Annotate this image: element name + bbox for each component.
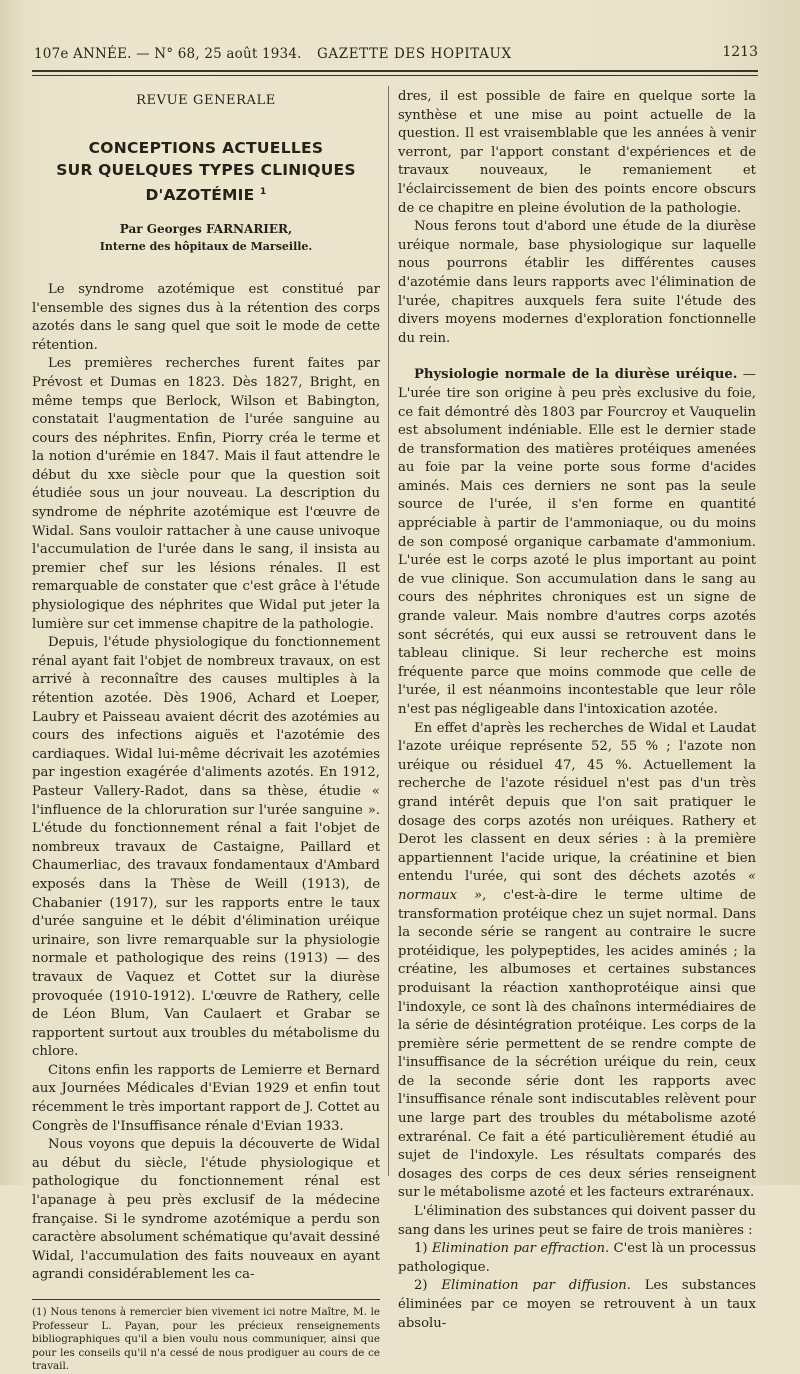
right-column (398, 88, 756, 1333)
left-column (32, 88, 380, 1374)
article-title-line2-text: SUR QUELQUES TYPES CLINIQUES D'AZOTÉMIE (56, 160, 356, 204)
affiliation: Interne des hôpitaux de Marseille. (99, 240, 313, 254)
header-rule-thick (32, 70, 758, 72)
paragraph: Depuis, l'étude physiologique du fonctionnement rénal ayant fait l'objet de nombreux travaux, on est arrivé à reconnaître des causes multiples à la rétention azotée. Dès 1906, Achard et Loeper, Laubry et Paisseau avaient décrit des azotémies au cours des infections aiguës et l'azotémie des cardiaques. Widal lui-même décrivait les azotémies par ingestion exagérée d'aliments azotés. En 1912, Pasteur Vallery-Radot, dans sa thèse, étudie « l'influence de la chloruration sur l'urée sanguine ». L'étude du fonctionnement rénal a fait l'objet de nombreux travaux de Castaigne, Paillard et Chaumerliac, des travaux fondamentaux d'Ambard exposés dans la Thèse de Weill (1913), de Chabanier (1917), sur les rapports entre le taux d'urée sanguine et le débit d'élimination uréique urinaire, son livre remarquable sur la physiologie normale et pathologique des reins (1913) — des travaux de Vaquez et Cottet sur la diurèse provoquée (1910-1912). L'œuvre de Rathery, celle de Léon Blum, Van Caulaert et Grabar se rapportent surtout aux troubles du métabolisme du chlore. (32, 635, 380, 1060)
paragraph: Nous voyons que depuis la découverte de Widal au début du siècle, l'étude physiologique et pathologique du fonctionnement rénal est l'apanage à peu près exclusif de la médecine française. Si le syndrome azotémique a perdu son caractère absolument schématique qu'avait dessiné Widal, l'accumulation des faits nouveaux en ayant agrandi considérablement les ca- (32, 1137, 380, 1283)
paragraph: Nous ferons tout d'abord une étude de la diurèse uréique normale, base physiologique sur laquelle nous pourrons établir les différentes causes d'azotémie dans leurs rapports avec l'élimination de l'urée, chapitres auxquels fera suite l'étude des divers moyens modernes d'exploration fonctionnelle du rein. (398, 219, 756, 346)
paragraph-text: — L'urée tire son origine à peu près exclusive du foie, ce fait démontré dès 1803 par Fourcroy et Vauquelin est absolument indéniable. Elle est le dernier stade de transformation des matières protéiques amenées au foie par la veine porte sous forme d'acides aminés. Mais ces derniers ne sont pas la seule source de l'urée, il s'en forme en quantité appréciable à partir de l'ammoniaque, ou du moins de son composé organique carbamate d'ammonium. L'urée est le corps azoté le plus important au point de vue clinique. Son accumulation dans le sang au cours des néphrites chroniques est un signe de grande valeur. Mais nombre d'autres corps azotés sont sécrétés, qui eux aussi se retrouvent dans le tableau clinique. Si leur recherche est moins fréquente parce que moins commode que celle de l'urée, il est néanmoins incontestable que leur rôle n'est pas négligeable dans l'intoxication azotée. (398, 367, 756, 717)
byline: Par Georges FARNARIER, (119, 221, 293, 236)
paragraph (398, 366, 756, 719)
list-item (398, 1277, 756, 1333)
page-header (34, 44, 758, 66)
paragraph-text: , c'est-à-dire le terme ultime de transformation protéique chez un sujet normal. Dans la seconde série se rangent au contraire le sucre protéidique, les polypeptides, les acides aminés ; la créatine, les albumoses et certaines substances produisant la réaction xanthoprotéique ainsi que l'indoxyle, ce sont là des chaînons intermédiaires de la série de désintégration protéique. Les corps de la première série permettent de se rendre compte de l'insuffisance de la sécrétion uréique du rein, ceux de la seconde série dont les rapports avec l'insuffisance rénale sont indiscutables relèvent pour une large part des troubles du métabolisme azoté extrarénal. Ce fait a été particulièrement étudié au sujet de l'indoxyle. Les résultats comparés des dosages des corps de ces deux séries renseignent sur le métabolisme azoté et les facteurs extrarénaux. (398, 887, 756, 1201)
rubric: REVUE GENERALE (136, 93, 276, 108)
paragraph: Le syndrome azotémique est constitué par l'ensemble des signes dus à la rétention des corps azotés dans le sang quel que soit le mode de cette rétention. (32, 281, 380, 353)
elimination-list (398, 1240, 756, 1333)
page-number: 1213 (722, 44, 758, 60)
article-title-line1: CONCEPTIONS ACTUELLES (88, 138, 324, 157)
list-text: . Les substances éliminées par ce moyen se retrouvent à un taux absolu- (398, 1278, 756, 1331)
footnote-rule (32, 1299, 380, 1300)
left-body (32, 281, 380, 1285)
journal-title: GAZETTE DES HOPITAUX (317, 46, 512, 62)
paragraph: Les premières recherches furent faites par Prévost et Dumas en 1823. Dès 1827, Bright, en même temps que Berlock, Wilson et Babington, constatait l'augmentation de l'urée sanguine au cours des néphrites. Enfin, Piorry créa le terme et la notion d'urémie en 1847. Mais il faut attendre le début du xxe siècle pour que la question soit étudiée sous un jour nouveau. La description du syndrome de néphrite azotémique est l'œuvre de Widal. Sans vouloir rattacher à une cause univoque l'accumulation de l'urée dans le sang, il insista au premier chef sur les lésions rénales. Il est remarquable de constater que c'est grâce à l'étude physiologique des néphrites que Widal put jeter la lumière sur cet immense chapitre de la pathologie. (32, 356, 380, 632)
list-number: 2) (414, 1278, 442, 1294)
header-rule-thin (32, 75, 758, 76)
column-separator (388, 86, 389, 1176)
footnote: (1) Nous tenons à remercier bien vivement ici notre Maître, M. le Professeur L. Payan, pour les précieux renseignements bibliographiques qu'il a bien voulu nous communiquer, ainsi que pour les conseils qu'il n'a cessé de nous prodiguer au cours de ce travail. (32, 1306, 380, 1372)
issue-info: 107e ANNÉE. — N° 68, 25 août 1934. (34, 46, 302, 62)
list-term: Elimination par diffusion (441, 1278, 627, 1294)
paragraph: dres, il est possible de faire en quelque sorte la synthèse et une mise au point actuelle de la question. Il est vraisemblable que les années à venir verront, par l'apport constant d'expériences et de travaux nouveaux, le remaniement et l'éclaircissement de bien des points encore obscurs de ce chapitre en pleine évolution de la pathologie. (398, 89, 756, 216)
section-spacer (398, 348, 756, 366)
list-term: Elimination par effraction (431, 1241, 605, 1257)
emphasis: « normaux » (398, 869, 756, 903)
list-number: 1) (414, 1241, 432, 1257)
paragraph (398, 720, 756, 1203)
list-item (398, 1240, 756, 1277)
paragraph: L'élimination des substances qui doivent passer du sang dans les urines peut se faire de trois manières : (398, 1204, 756, 1238)
paragraph: Citons enfin les rapports de Lemierre et Bernard aux Journées Médicales d'Evian 1929 et enfin tout récemment le très important rapport de J. Cottet au Congrès de l'Insuffisance rénale d'Evian 1933. (32, 1062, 380, 1134)
list-text: . C'est là un processus pathologique. (398, 1241, 756, 1275)
section-heading: Physiologie normale de la diurèse uréique. (414, 367, 738, 383)
article-title-line2 (32, 159, 380, 206)
title-footnote-mark: 1 (260, 186, 267, 197)
paragraph-text: En effet d'après les recherches de Widal et Laudat l'azote uréique représente 52, 55 % ; l'azote non uréique ou résiduel 47, 45 %. Actuellement la recherche de l'azote résiduel n'est pas d'un très grand intérêt depuis que l'on sait pratiquer le dosage des corps azotés non uréiques. Rathery et Derot les classent en deux séries : à la première appartiennent l'acide urique, la créatinine et bien entendu l'urée, qui sont des déchets azotés (398, 720, 756, 885)
